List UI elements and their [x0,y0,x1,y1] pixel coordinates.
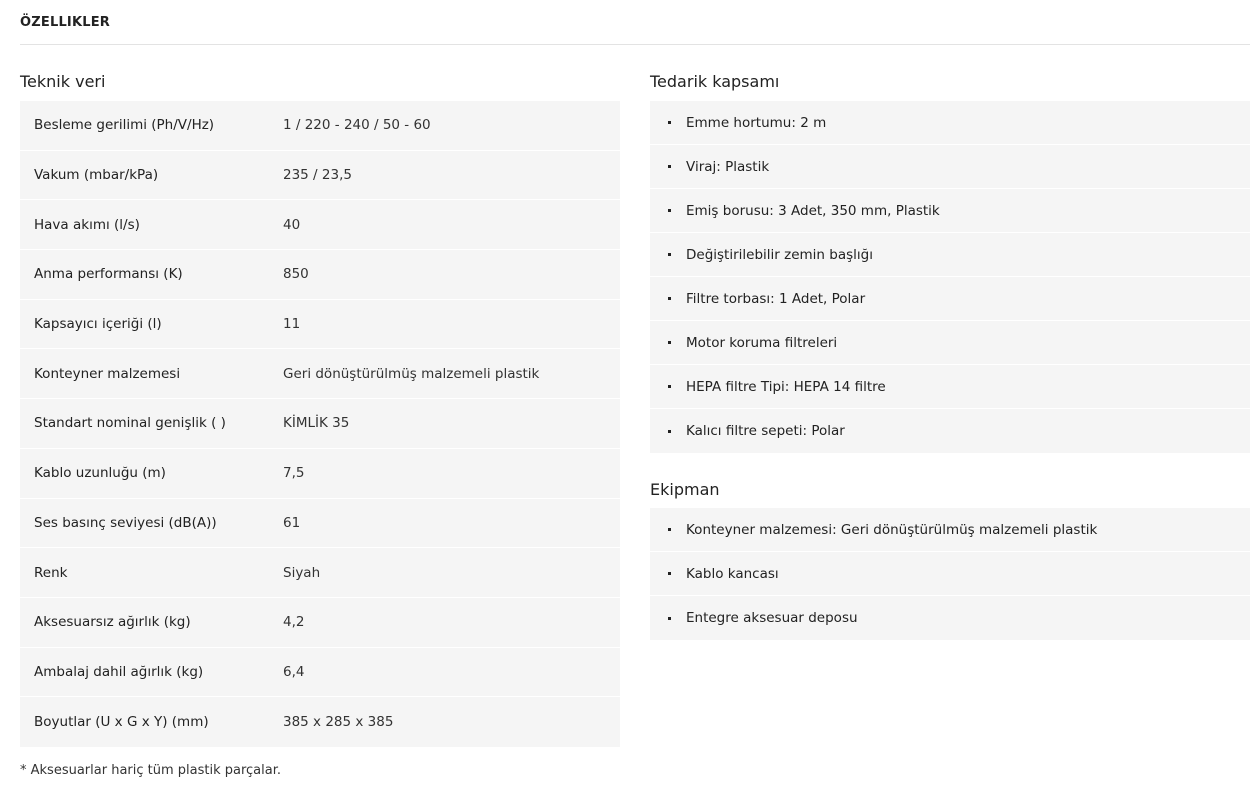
table-row [20,697,620,747]
row-value: 7,5 [283,465,305,482]
row-label: Aksesuarsız ağırlık (kg) [34,614,191,631]
list-item-text: Kablo kancası [686,565,779,582]
row-value: Geri dönüştürülmüş malzemeli plastik [283,365,540,382]
table-row [20,648,620,698]
bullet-icon [668,528,671,531]
row-value: 11 [283,316,301,333]
list-item-text: Emiş borusu: 3 Adet, 350 mm, Plastik [686,202,940,219]
scope-of-supply-title: Tedarik kapsamı [650,72,780,91]
row-label: Anma performansı (K) [34,266,183,283]
row-value: Siyah [283,564,321,581]
list-item [650,145,1250,189]
equipment-title: Ekipman [650,480,720,499]
list-item-text: Filtre torbası: 1 Adet, Polar [686,290,866,307]
row-label: Konteyner malzemesi [34,365,181,382]
list-item [650,508,1250,552]
row-value: 850 [283,266,309,283]
table-row [20,548,620,598]
table-row [20,349,620,399]
row-label: Kapsayıcı içeriği (l) [34,316,162,333]
list-item-text: Entegre aksesuar deposu [686,610,858,626]
list-item-text: HEPA filtre Tipi: HEPA 14 filtre [686,378,886,395]
table-row [20,200,620,250]
page-heading: ÖZELLIKLER [20,15,111,30]
bullet-icon [668,341,671,344]
technical-data-title: Teknik veri [20,72,106,91]
row-value: 235 / 23,5 [283,167,352,184]
row-value: 385 x 285 x 385 [283,714,394,731]
list-item [650,321,1250,365]
row-label: Hava akımı (l/s) [34,216,140,233]
list-item-text: Değiştirilebilir zemin başlığı [686,246,873,263]
bullet-icon [668,617,671,620]
list-item-text: Konteyner malzemesi: Geri dönüştürülmüş malzemeli plastik [686,521,1098,538]
table-row [20,250,620,300]
row-label: Kablo uzunluğu (m) [34,465,166,482]
table-row [20,449,620,499]
list-item-text: Emme hortumu: 2 m [686,114,827,131]
row-label: Besleme gerilimi (Ph/V/Hz) [34,117,215,134]
row-value: 40 [283,216,301,233]
technical-data-table [20,101,620,747]
list-item-text: Kalıcı filtre sepeti: Polar [686,423,845,439]
table-row [20,399,620,449]
equipment-list [650,508,1250,640]
footnote: * Aksesuarlar hariç tüm plastik parçalar. [20,763,282,778]
bullet-icon [668,121,671,124]
row-value: 4,2 [283,614,305,631]
bullet-icon [668,572,671,575]
table-row [20,598,620,648]
list-item [650,233,1250,277]
bullet-icon [668,385,671,388]
heading-divider [20,44,1250,45]
list-item [650,596,1250,640]
bullet-icon [668,253,671,256]
bullet-icon [668,297,671,300]
list-item [650,409,1250,453]
row-value: 61 [283,514,301,531]
row-label: Ses basınç seviyesi (dB(A)) [34,514,217,531]
row-value: 1 / 220 - 240 / 50 - 60 [283,117,431,134]
row-value: KİMLİK 35 [283,415,350,432]
list-item [650,552,1250,596]
bullet-icon [668,209,671,212]
table-row [20,101,620,151]
row-value: 6,4 [283,663,305,680]
list-item [650,189,1250,233]
row-label: Renk [34,564,68,581]
row-label: Vakum (mbar/kPa) [34,167,159,184]
row-label: Standart nominal genişlik ( ) [34,415,226,432]
bullet-icon [668,430,671,433]
table-row [20,151,620,201]
list-item [650,101,1250,145]
list-item-text: Motor koruma filtreleri [686,334,838,351]
row-label: Ambalaj dahil ağırlık (kg) [34,663,204,680]
table-row [20,499,620,549]
list-item [650,277,1250,321]
scope-of-supply-list [650,101,1250,453]
table-row [20,300,620,350]
row-label: Boyutlar (U x G x Y) (mm) [34,714,209,731]
list-item [650,365,1250,409]
bullet-icon [668,165,671,168]
list-item-text: Viraj: Plastik [686,158,770,175]
